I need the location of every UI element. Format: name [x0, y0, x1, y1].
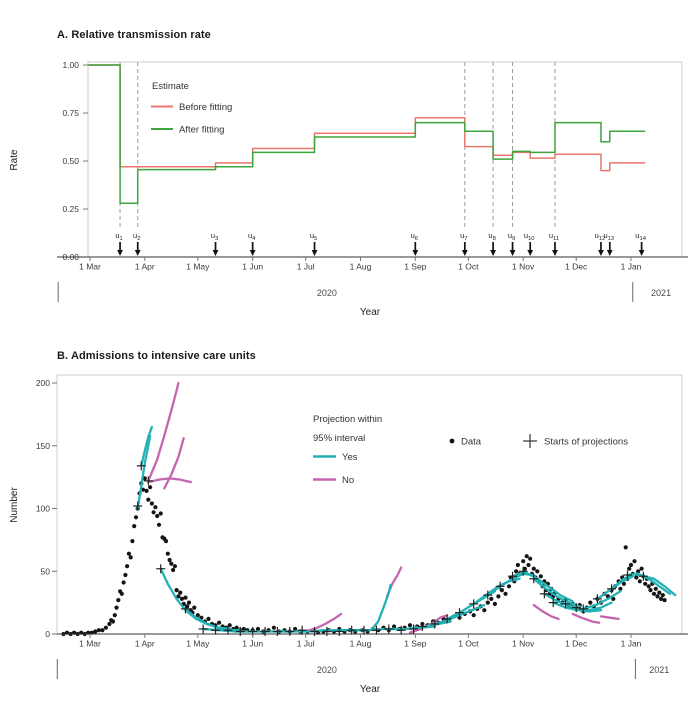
- y-tick-label: 0.50: [62, 156, 79, 166]
- projection-start-cross: [322, 627, 331, 636]
- event-label: $u_{10}$: [523, 231, 535, 242]
- panel-b-title: B. Admissions to intensive care units: [57, 350, 256, 362]
- event-label: $u_3$: [210, 231, 219, 242]
- x-tick-label: 1 Oct: [458, 638, 479, 649]
- legend-starts-label: Starts of projections: [544, 436, 628, 448]
- data-point: [132, 524, 136, 528]
- arrow-head-icon: [639, 250, 645, 256]
- legend-title-line: 95% interval: [313, 433, 366, 444]
- x-tick-label: 1 Mar: [79, 261, 101, 272]
- data-point: [152, 510, 156, 514]
- data-point: [130, 539, 134, 543]
- arrow-head-icon: [312, 250, 318, 256]
- y-axis-title: Rate: [9, 149, 20, 171]
- data-point: [155, 514, 159, 518]
- event-label: $u_2$: [133, 231, 141, 242]
- y-tick-label: 0.75: [62, 108, 79, 118]
- data-point: [134, 515, 138, 519]
- data-point: [159, 511, 163, 515]
- event-arrow-u4: [248, 231, 256, 256]
- arrow-head-icon: [598, 250, 604, 256]
- data-point: [539, 574, 543, 578]
- projection-no-line: [573, 614, 600, 623]
- data-point: [655, 594, 659, 598]
- legend-item-label: Yes: [342, 452, 358, 463]
- event-label: $u_8$: [488, 231, 496, 242]
- year-label: 2020: [316, 665, 337, 675]
- data-point: [643, 582, 647, 586]
- arrow-head-icon: [552, 250, 558, 256]
- data-point: [516, 563, 520, 567]
- projection-yes-line: [138, 436, 150, 509]
- data-point: [588, 601, 592, 605]
- projection-yes-line: [161, 569, 232, 629]
- event-arrow-u6: [411, 231, 419, 256]
- event-arrow-u2: [133, 231, 141, 256]
- data-point: [146, 498, 150, 502]
- y-tick-label: 0: [45, 629, 50, 639]
- data-point: [206, 617, 210, 621]
- projection-start-cross: [199, 624, 208, 633]
- y-tick-label: 0.25: [62, 204, 79, 214]
- data-point: [125, 564, 129, 568]
- event-label: $u_4$: [247, 231, 256, 242]
- data-point: [127, 552, 131, 556]
- event-arrow-u5: [310, 231, 318, 256]
- data-point: [164, 539, 168, 543]
- legend-item-label: After fitting: [179, 124, 225, 136]
- projections-yes: [138, 427, 676, 632]
- x-tick-label: 1 Nov: [512, 638, 535, 649]
- data-point: [624, 545, 628, 549]
- x-tick-label: 1 Mar: [79, 638, 101, 649]
- event-arrow-u3: [211, 231, 219, 256]
- event-label: $u_6$: [410, 231, 419, 242]
- data-point: [153, 505, 157, 509]
- arrow-head-icon: [135, 250, 141, 256]
- data-point: [107, 622, 111, 626]
- x-tick-label: 1 Jun: [242, 638, 264, 649]
- projection-start-cross: [335, 627, 344, 636]
- arrow-head-icon: [213, 250, 219, 256]
- event-label: $u_{11}$: [548, 231, 560, 242]
- data-point: [217, 621, 221, 625]
- panel-b: [9, 375, 688, 695]
- data-point: [496, 594, 500, 598]
- arrow-head-icon: [117, 250, 123, 256]
- x-tick-label: 1 Aug: [349, 638, 372, 649]
- data-point: [150, 501, 154, 505]
- data-point: [528, 557, 532, 561]
- data-point: [535, 569, 539, 573]
- event-arrow-u1: [115, 231, 123, 256]
- arrow-head-icon: [412, 250, 418, 256]
- arrow-head-icon: [250, 250, 256, 256]
- event-label: $u_7$: [460, 231, 468, 242]
- data-point: [648, 588, 652, 592]
- data-point: [629, 563, 633, 567]
- y-tick-label: 1.00: [62, 60, 79, 70]
- x-tick-label: 1 Dec: [565, 261, 588, 272]
- event-label: $u_9$: [507, 231, 516, 242]
- data-point: [171, 568, 175, 572]
- event-arrow-u9: [508, 231, 516, 256]
- event-label: $u_1$: [115, 231, 123, 242]
- data-point: [157, 523, 161, 527]
- x-axis-title: Year: [359, 307, 381, 318]
- data-point: [113, 613, 117, 617]
- x-tick-label: 1 Oct: [458, 261, 479, 272]
- event-arrow-u7: [460, 231, 468, 256]
- data-point: [97, 628, 101, 632]
- data-point: [521, 559, 525, 563]
- y-tick-label: 0.00: [62, 252, 79, 262]
- data-point: [526, 563, 530, 567]
- projection-start-cross: [285, 627, 294, 636]
- y-tick-label: 100: [35, 503, 50, 514]
- arrow-head-icon: [607, 250, 613, 256]
- data-point: [493, 602, 497, 606]
- data-point: [482, 608, 486, 612]
- data-point: [104, 626, 108, 630]
- data-point: [654, 587, 658, 591]
- data-point: [192, 606, 196, 610]
- panel-a-legend: [151, 81, 232, 136]
- projection-no-line: [304, 614, 341, 632]
- data-point: [187, 601, 191, 605]
- event-label: $u_{12}$: [594, 231, 606, 242]
- y-tick-label: 50: [40, 566, 50, 577]
- projection-no-line: [601, 616, 619, 619]
- event-label: $u_{14}$: [635, 231, 646, 242]
- data-point: [114, 606, 118, 610]
- event-label: $u_{13}$: [603, 231, 615, 242]
- x-tick-label: 1 Nov: [512, 261, 535, 272]
- x-tick-label: 1 Jan: [620, 638, 642, 649]
- data-point: [100, 628, 104, 632]
- data-point: [122, 580, 126, 584]
- legend-data-label: Data: [461, 436, 482, 448]
- data-point: [173, 564, 177, 568]
- x-tick-label: 1 Jul: [296, 261, 315, 272]
- year-label: 2021: [649, 665, 670, 675]
- event-arrow-u13: [603, 231, 614, 256]
- data-point: [148, 485, 152, 489]
- event-arrow-u10: [524, 231, 535, 256]
- x-tick-label: 1 Sep: [404, 638, 427, 649]
- x-tick-label: 1 Jan: [620, 261, 642, 272]
- data-point: [632, 559, 636, 563]
- panel-b-legend: [313, 414, 628, 486]
- data-point: [507, 584, 511, 588]
- projection-start-cross: [298, 626, 307, 635]
- data-point: [525, 554, 529, 558]
- panel-a: [9, 60, 688, 318]
- x-tick-label: 1 Aug: [349, 261, 372, 272]
- data-point: [408, 623, 412, 627]
- data-point: [129, 555, 133, 559]
- legend-item-label: Before fitting: [179, 102, 233, 113]
- data-point: [175, 588, 179, 592]
- data-point: [169, 562, 173, 566]
- data-point: [111, 619, 115, 623]
- data-point: [489, 597, 493, 601]
- x-tick-label: 1 May: [186, 638, 210, 649]
- projection-start-cross: [384, 624, 393, 633]
- event-arrow-u14: [635, 231, 646, 256]
- panel-a-title: A. Relative transmission rate: [57, 29, 211, 41]
- data-point: [503, 592, 507, 596]
- data-point: [652, 592, 656, 596]
- year-label: 2021: [651, 288, 672, 298]
- data-point: [166, 552, 170, 556]
- y-axis-title: Number: [9, 487, 20, 523]
- x-axis-title: Year: [359, 684, 381, 695]
- data-point: [638, 579, 642, 583]
- data-point: [661, 593, 665, 597]
- data-point: [472, 613, 476, 617]
- data-point: [123, 573, 127, 577]
- event-arrow-u11: [549, 231, 559, 256]
- data-point: [514, 569, 518, 573]
- data-point: [183, 596, 187, 600]
- data-point: [663, 598, 667, 602]
- data-point: [647, 584, 651, 588]
- legend-item-label: No: [342, 475, 355, 486]
- projection-start-cross: [156, 564, 165, 573]
- projection-no-line: [534, 605, 559, 619]
- arrow-head-icon: [527, 250, 533, 256]
- x-tick-label: 1 Apr: [134, 638, 155, 649]
- data-point: [116, 598, 120, 602]
- data-point: [272, 626, 276, 630]
- year-label: 2020: [316, 288, 337, 298]
- data-point: [178, 591, 182, 595]
- projection-start-cross: [133, 501, 142, 510]
- data-point: [120, 592, 124, 596]
- data-point: [627, 567, 631, 571]
- data-point: [657, 591, 661, 595]
- x-tick-label: 1 Dec: [565, 638, 588, 649]
- event-arrow-u8: [488, 231, 496, 256]
- legend-title-line: Projection within: [313, 414, 383, 425]
- event-label: $u_5$: [309, 231, 318, 242]
- x-tick-label: 1 Jul: [296, 638, 315, 649]
- x-tick-label: 1 Sep: [404, 261, 427, 272]
- data-point: [145, 489, 149, 493]
- x-tick-label: 1 Jun: [242, 261, 264, 272]
- x-tick-label: 1 May: [186, 261, 210, 272]
- arrow-head-icon: [510, 250, 516, 256]
- data-point: [634, 575, 638, 579]
- data-point: [486, 601, 490, 605]
- x-tick-label: 1 Apr: [134, 261, 155, 272]
- legend-title: Estimate: [152, 81, 189, 92]
- y-tick-label: 200: [35, 378, 50, 388]
- data-point: [532, 567, 536, 571]
- y-tick-label: 150: [35, 440, 50, 451]
- data-point: [640, 567, 644, 571]
- arrow-head-icon: [462, 250, 468, 256]
- legend-data-dot-icon: [450, 439, 455, 444]
- data-point: [180, 597, 184, 601]
- data-point: [168, 558, 172, 562]
- arrow-head-icon: [490, 250, 496, 256]
